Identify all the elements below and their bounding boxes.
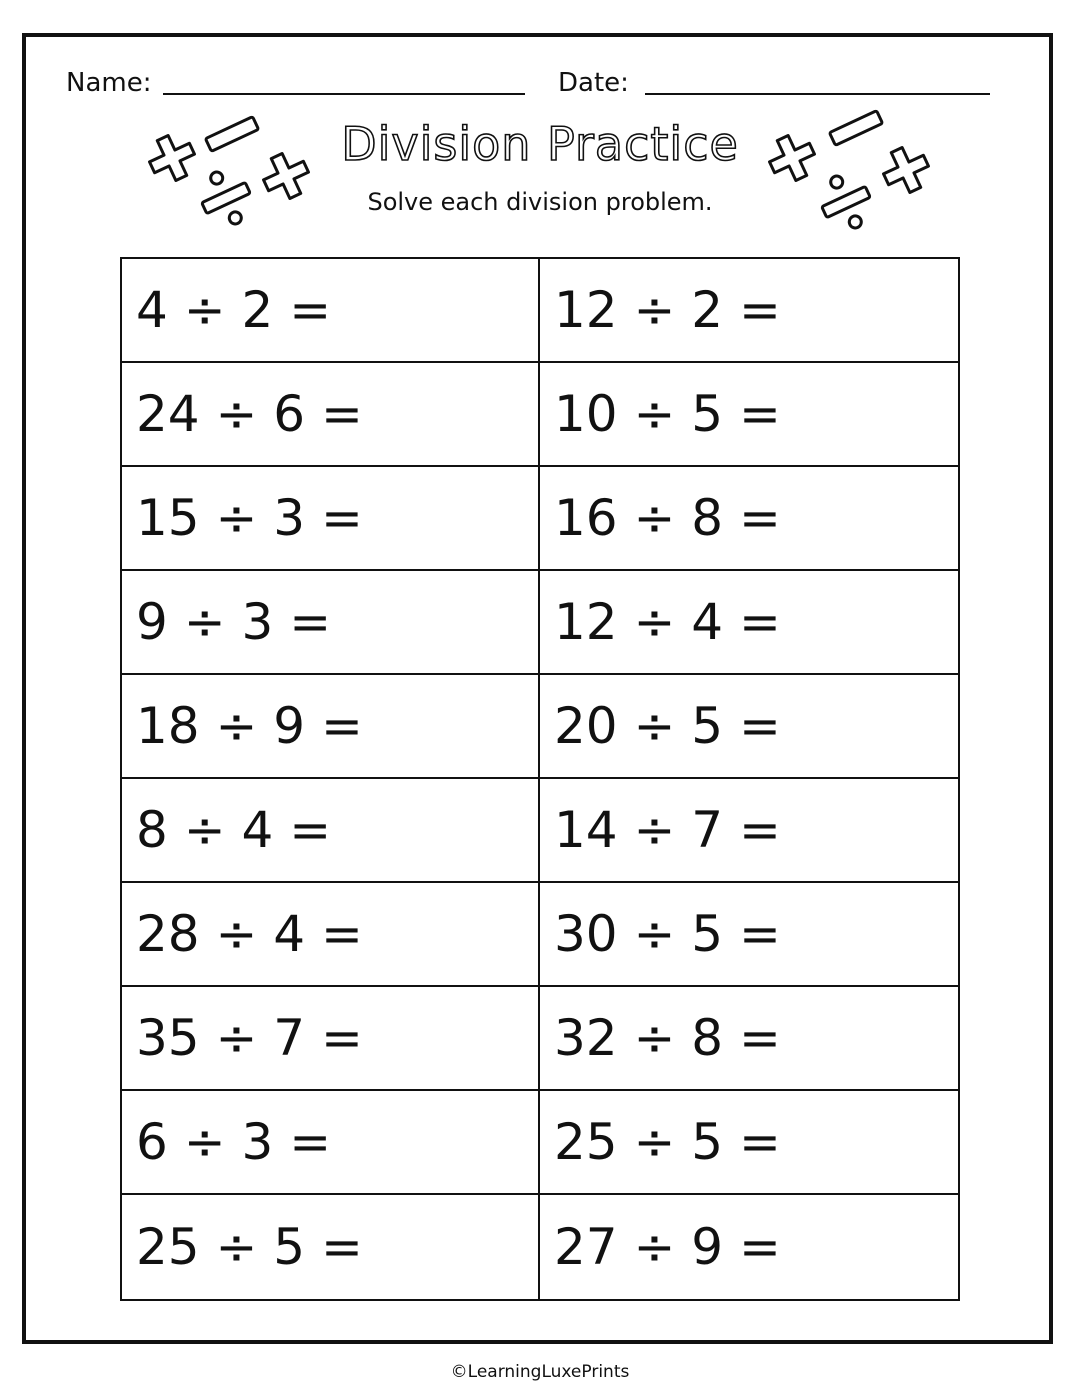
problem-cell[interactable] — [122, 1195, 540, 1299]
date-label: Date: — [558, 68, 629, 98]
problem-cell[interactable] — [540, 1091, 958, 1195]
copyright-footer: ©LearningLuxePrints — [450, 1362, 630, 1382]
problem-cell[interactable] — [540, 675, 958, 779]
divide-icon — [192, 162, 259, 233]
problem-cell[interactable] — [540, 571, 958, 675]
instructions-text: Solve each division problem. — [367, 188, 713, 216]
problem-text: 20 ÷ 5 = — [554, 697, 781, 755]
problem-cell[interactable] — [122, 1091, 540, 1195]
problem-text: 32 ÷ 8 = — [554, 1009, 781, 1067]
problem-cell[interactable] — [540, 779, 958, 883]
problem-cell[interactable] — [122, 883, 540, 987]
minus-icon — [829, 111, 882, 146]
problem-cell[interactable] — [122, 675, 540, 779]
plus-icon — [763, 129, 821, 187]
problem-cell[interactable] — [122, 467, 540, 571]
problem-text: 8 ÷ 4 = — [136, 801, 332, 859]
minus-icon — [205, 117, 258, 152]
problem-cell[interactable] — [540, 467, 958, 571]
problem-text: 12 ÷ 4 = — [554, 593, 781, 651]
problem-text: 35 ÷ 7 = — [136, 1009, 363, 1067]
times-icon — [866, 130, 946, 210]
plus-icon — [143, 129, 201, 187]
problem-text: 18 ÷ 9 = — [136, 697, 363, 755]
divide-icon — [812, 166, 879, 237]
problem-text: 12 ÷ 2 = — [554, 281, 781, 339]
problem-text: 10 ÷ 5 = — [554, 385, 781, 443]
date-input-line[interactable] — [645, 93, 990, 95]
problem-text: 25 ÷ 5 = — [136, 1218, 363, 1276]
problem-cell[interactable] — [540, 1195, 958, 1299]
problem-cell[interactable] — [122, 987, 540, 1091]
times-icon — [246, 136, 326, 216]
problem-text: 9 ÷ 3 = — [136, 593, 332, 651]
problem-text: 15 ÷ 3 = — [136, 489, 363, 547]
problem-text: 30 ÷ 5 = — [554, 905, 781, 963]
math-symbols-left-decoration — [140, 108, 320, 238]
worksheet-title: Division Practice — [341, 117, 739, 171]
problem-cell[interactable] — [122, 779, 540, 883]
problem-cell[interactable] — [122, 571, 540, 675]
problem-text: 16 ÷ 8 = — [554, 489, 781, 547]
math-symbols-right-decoration — [760, 108, 940, 238]
problem-cell[interactable] — [122, 363, 540, 467]
problem-text: 14 ÷ 7 = — [554, 801, 781, 859]
problem-text: 27 ÷ 9 = — [554, 1218, 781, 1276]
problem-cell[interactable] — [122, 259, 540, 363]
name-label: Name: — [66, 68, 152, 98]
problem-cell[interactable] — [540, 363, 958, 467]
problem-cell[interactable] — [540, 259, 958, 363]
problem-text: 24 ÷ 6 = — [136, 385, 363, 443]
problem-text: 4 ÷ 2 = — [136, 281, 332, 339]
problem-text: 25 ÷ 5 = — [554, 1113, 781, 1171]
problem-cell[interactable] — [540, 883, 958, 987]
problem-text: 28 ÷ 4 = — [136, 905, 363, 963]
name-input-line[interactable] — [163, 93, 525, 95]
problem-text: 6 ÷ 3 = — [136, 1113, 332, 1171]
problem-grid — [120, 257, 960, 1301]
problem-cell[interactable] — [540, 987, 958, 1091]
